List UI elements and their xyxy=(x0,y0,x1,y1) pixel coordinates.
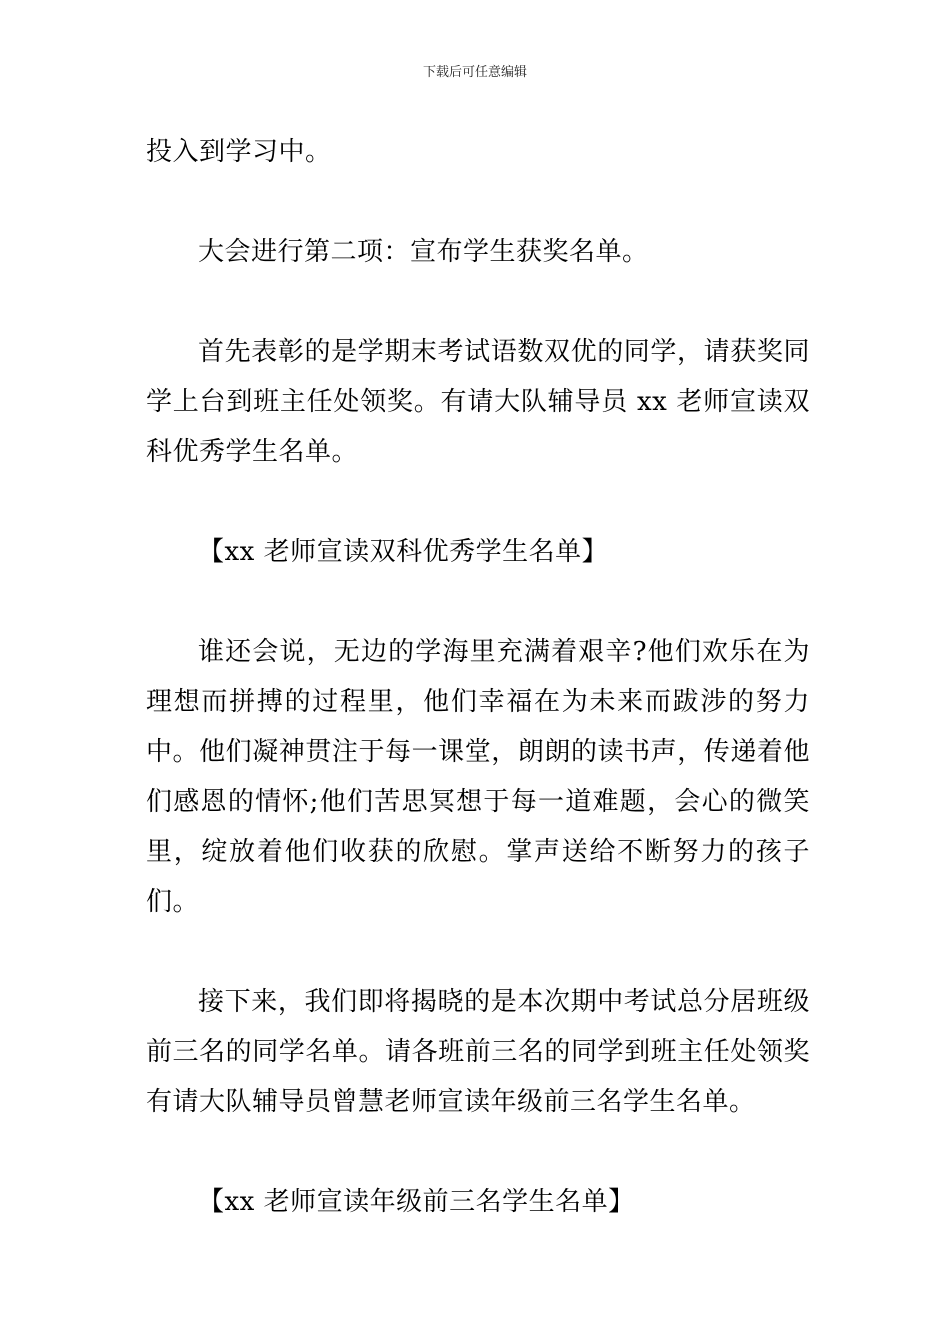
paragraph-award-intro: 首先表彰的是学期末考试语数双优的同学，请获奖同学上台到班主任处领奖。有请大队辅导员 xx 老师宣读双科优秀学生名单。 xyxy=(146,337,810,467)
document-body xyxy=(146,127,810,1227)
paragraph-stage-direction-2: 【xx 老师宣读年级前三名学生名单】 xyxy=(198,1187,635,1217)
paragraph-agenda-item: 大会进行第二项：宣布学生获奖名单。 xyxy=(198,237,649,267)
paragraph-stage-direction-1: 【xx 老师宣读双科优秀学生名单】 xyxy=(198,537,609,567)
page-header: 下载后可任意编辑 xyxy=(422,65,527,80)
paragraph-continuation: 投入到学习中。 xyxy=(146,137,332,167)
paragraph-top-three-intro: 接下来，我们即将揭晓的是本次期中考试总分居班级前三名的同学名单。请各班前三名的同学到班主任处领奖有请大队辅导员曾慧老师宣读年级前三名学生名单。 xyxy=(146,987,810,1117)
paragraph-praise: 谁还会说，无边的学海里充满着艰辛?他们欢乐在为理想而拼搏的过程里，他们幸福在为未来而跋涉的努力中。他们凝神贯注于每一课堂，朗朗的读书声，传递着他们感恩的情怀;他们苦思冥想于每一道难题，会心的微笑里，绽放着他们收获的欣慰。掌声送给不断努力的孩子们。 xyxy=(146,637,810,917)
